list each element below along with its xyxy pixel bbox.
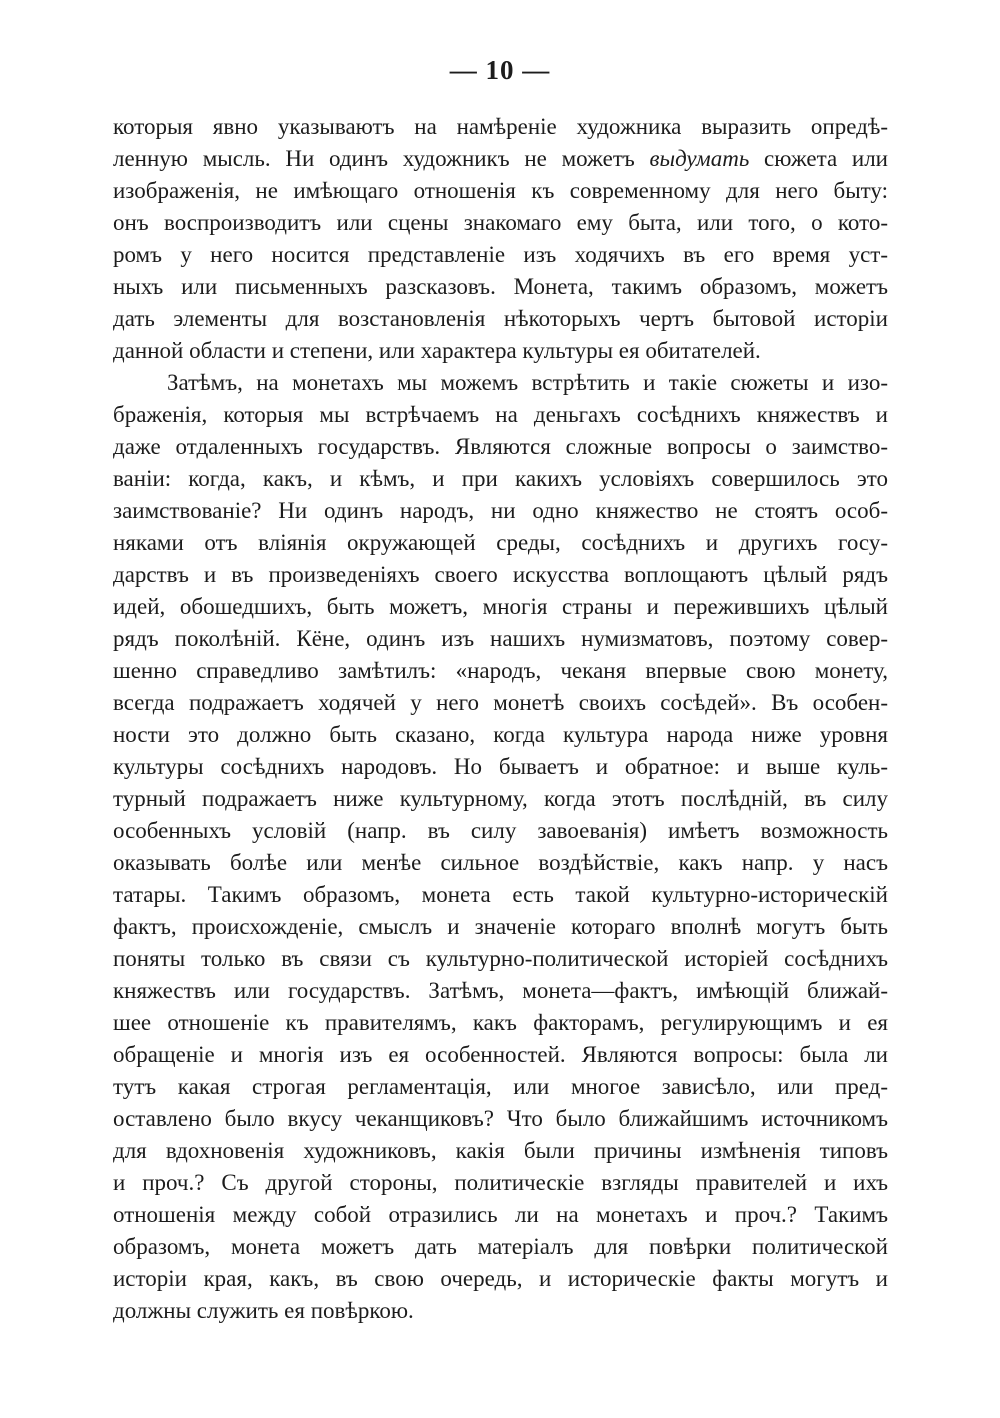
text-line: шенно справедливо замѣтилъ: «народъ, чеканя впервые свою монету, [113, 658, 888, 683]
text-line: которыя явно указываютъ на намѣреніе художника выразить опредѣ- [113, 114, 888, 139]
text-line: тутъ какая строгая регламентація, или многое зависѣло, или пред- [113, 1074, 888, 1099]
text-line: заимствованіе? Ни одинъ народъ, ни одно княжество не стоятъ особ- [113, 498, 888, 523]
text-line: княжествъ или государствъ. Затѣмъ, монета—фактъ, имѣющій ближай- [113, 978, 888, 1003]
text-line: ромъ у него носится представленіе изъ ходячихъ въ его время уст- [113, 242, 888, 267]
paragraph-2 [113, 367, 888, 1327]
text-line: даже отдаленныхъ государствъ. Являются сложные вопросы о заимство- [113, 434, 888, 459]
text-line: образомъ, монета можетъ дать матеріалъ для повѣрки политической [113, 1234, 888, 1259]
text-line: должны служить ея повѣркою. [113, 1298, 414, 1323]
text-line: изображенія, не имѣющаго отношенія къ современному для него быту: [113, 178, 888, 203]
text-line: браженія, которыя мы встрѣчаемъ на деньгахъ сосѣднихъ княжествъ и [113, 402, 888, 427]
text-line: турный подражаетъ ниже культурному, когда этотъ послѣдній, въ силу [113, 786, 888, 811]
text-line: онъ воспроизводитъ или сцены знакомаго ему быта, или того, о кото- [113, 210, 888, 235]
text-line: всегда подражаетъ ходячей у него монетѣ своихъ сосѣдей». Въ особен- [113, 690, 888, 715]
text-line: няками отъ вліянія окружающей среды, сосѣднихъ и другихъ госу- [113, 530, 888, 555]
text-line: ваніи: когда, какъ, и кѣмъ, и при какихъ условіяхъ совершилось это [113, 466, 888, 491]
text-line: особенныхъ условій (напр. въ силу завоеванія) имѣетъ возможность [113, 818, 888, 843]
text-line: и проч.? Съ другой стороны, политическіе взгляды правителей и ихъ [113, 1170, 888, 1195]
text-run: сюжета или [749, 146, 888, 171]
text-line: идей, обошедшихъ, быть можетъ, многія страны и пережившихъ цѣлый [113, 594, 888, 619]
text-line [113, 143, 888, 175]
text-line: дать элементы для возстановленія нѣкоторыхъ чертъ бытовой исторіи [113, 306, 888, 331]
text-line: исторіи края, какъ, въ свою очередь, и историческіе факты могутъ и [113, 1266, 888, 1291]
text-run: ленную мысль. Ни одинъ художникъ не можетъ [113, 146, 650, 171]
text-line: ныхъ или письменныхъ разсказовъ. Монета, такимъ образомъ, можетъ [113, 274, 888, 299]
text-line: татары. Такимъ образомъ, монета есть такой культурно-историческій [113, 882, 888, 907]
text-line: культуры сосѣднихъ народовъ. Но бываетъ и обратное: и выше куль- [113, 754, 888, 779]
text-line: для вдохновенія художниковъ, какія были причины измѣненія типовъ [113, 1138, 888, 1163]
text-line: фактъ, происхожденіе, смыслъ и значеніе котораго вполнѣ могутъ быть [113, 914, 888, 939]
text-line: дарствъ и въ произведеніяхъ своего искусства воплощаютъ цѣлый рядъ [113, 562, 888, 587]
text-line: обращеніе и многія изъ ея особенностей. Являются вопросы: была ли [113, 1042, 888, 1067]
text-line: рядъ поколѣній. Кёне, одинъ изъ нашихъ нумизматовъ, поэтому совер- [113, 626, 888, 651]
text-line: шее отношеніе къ правителямъ, какъ факторамъ, регулирующимъ и ея [113, 1010, 888, 1035]
emphasized-word: выдумать [649, 146, 750, 171]
text-line: оказывать болѣе или менѣе сильное воздѣйствіе, какъ напр. у насъ [113, 850, 888, 875]
text-line: ности это должно быть сказано, когда культура народа ниже уровня [113, 722, 888, 747]
paragraph-1 [113, 111, 888, 367]
text-line: отношенія между собой отразились ли на монетахъ и проч.? Такимъ [113, 1202, 888, 1227]
text-line: данной области и степени, или характера культуры ея обитателей. [113, 338, 761, 363]
body-text [113, 111, 888, 1327]
page-number: — 10 — [449, 55, 551, 85]
text-line: оставлено было вкусу чеканщиковъ? Что было ближайшимъ источникомъ [113, 1106, 888, 1131]
text-line: Затѣмъ, на монетахъ мы можемъ встрѣтить и такіе сюжеты и изо- [167, 370, 888, 395]
text-line: поняты только въ связи съ культурно-политической исторіей сосѣднихъ [113, 946, 888, 971]
